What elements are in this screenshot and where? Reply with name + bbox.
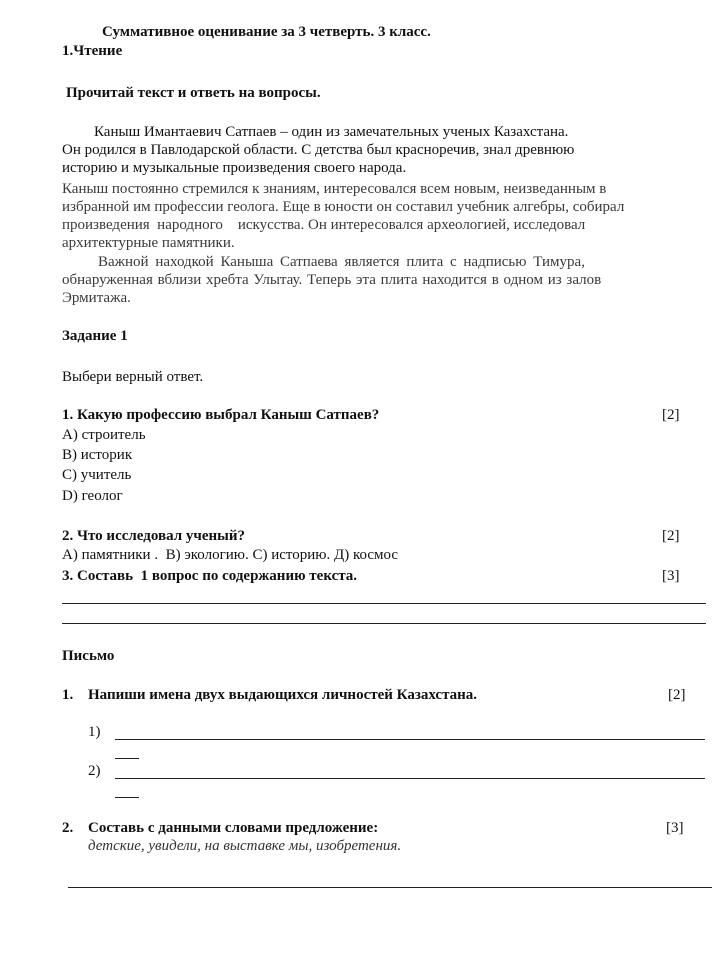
answer-line-writing-2 bbox=[68, 887, 712, 888]
writing-2-text: Составь с данными словами предложение: bbox=[88, 820, 379, 836]
paragraph-3-line-2: обнаруженная вблизи хребта Улытау. Теперь эта плита находится в одном из залов bbox=[62, 272, 602, 288]
paragraph-1-line-1: Каныш Имантаевич Сатпаев – один из замечательных ученых Казахстана. bbox=[94, 124, 569, 140]
answer-1-line bbox=[115, 739, 705, 740]
reading-instruction: Прочитай текст и ответь на вопросы. bbox=[66, 85, 321, 101]
writing-1-number: 1. bbox=[62, 687, 74, 703]
answer-1-label: 1) bbox=[88, 724, 101, 740]
q1-option-a: А) строитель bbox=[62, 427, 146, 443]
question-3-score: [3] bbox=[662, 568, 680, 584]
q1-option-d: D) геолог bbox=[62, 488, 123, 504]
writing-1-score: [2] bbox=[668, 687, 686, 703]
answer-line-q3-2 bbox=[62, 623, 706, 624]
answer-2-label: 2) bbox=[88, 763, 101, 779]
task-1-heading: Задание 1 bbox=[62, 328, 128, 344]
section-heading-reading: 1.Чтение bbox=[62, 43, 123, 59]
paragraph-2-line-4: архитектурные памятники. bbox=[62, 235, 235, 251]
question-1-score: [2] bbox=[662, 407, 680, 423]
section-heading-writing: Письмо bbox=[62, 648, 115, 664]
question-2: 2. Что исследовал ученый? bbox=[62, 528, 245, 544]
answer-2-line bbox=[115, 778, 705, 779]
writing-2-words: детские, увидели, на выставке мы, изобретения. bbox=[88, 838, 402, 854]
q1-option-b: В) историк bbox=[62, 447, 133, 463]
paragraph-3-line-3: Эрмитажа. bbox=[62, 290, 131, 306]
task-1-instruction: Выбери верный ответ. bbox=[62, 369, 204, 385]
paragraph-3-line-1: Важной находкой Каныша Сатпаева является плита с надписью Тимура, bbox=[98, 254, 585, 270]
question-3: 3. Составь 1 вопрос по содержанию текста. bbox=[62, 568, 358, 584]
page-title: Суммативное оценивание за 3 четверть. 3 класс. bbox=[102, 24, 431, 40]
paragraph-1-line-2: Он родился в Павлодарской области. С детства был красноречив, знал древнюю bbox=[62, 142, 575, 158]
writing-2-number: 2. bbox=[62, 820, 74, 836]
paragraph-2-line-2: избранной им профессии геолога. Еще в юности он составил учебник алгебры, собирал bbox=[62, 199, 625, 215]
paragraph-2-line-3: произведения народного искусства. Он интересовался археологией, исследовал bbox=[62, 217, 586, 233]
paragraph-2-line-1: Каныш постоянно стремился к знаниям, интересовался всем новым, неизведанным в bbox=[62, 181, 607, 197]
question-1: 1. Какую профессию выбрал Каныш Сатпаев? bbox=[62, 407, 380, 423]
writing-1-text: Напиши имена двух выдающихся личностей Казахстана. bbox=[88, 687, 478, 703]
writing-2-score: [3] bbox=[666, 820, 684, 836]
q1-option-c: С) учитель bbox=[62, 467, 132, 483]
answer-2-line-wrap bbox=[115, 797, 139, 798]
answer-1-line-wrap bbox=[115, 758, 139, 759]
q2-options: А) памятники . В) экологию. С) историю. Д) космос bbox=[62, 547, 399, 563]
question-2-score: [2] bbox=[662, 528, 680, 544]
answer-line-q3-1 bbox=[62, 603, 706, 604]
paragraph-1-line-3: историю и музыкальные произведения своего народа. bbox=[62, 160, 407, 176]
